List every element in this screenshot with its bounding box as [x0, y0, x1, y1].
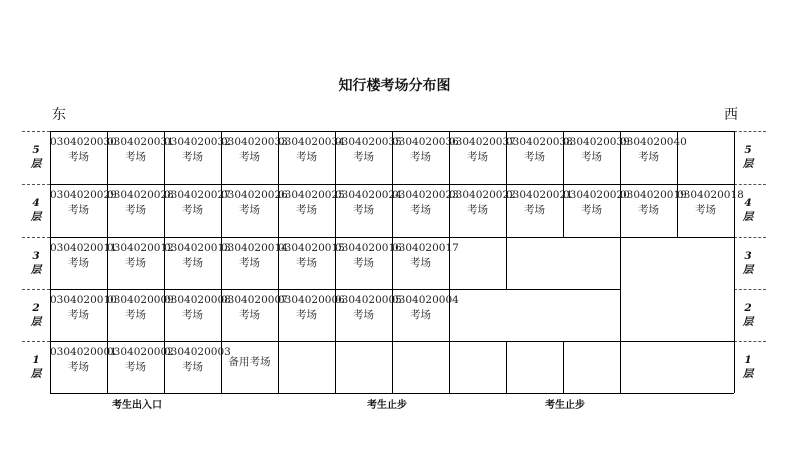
room-code: 0304020032	[164, 136, 231, 148]
room-code: 0304020009	[107, 294, 174, 306]
room-code: 0304020011	[50, 242, 117, 254]
room-label: 考场	[239, 204, 260, 216]
room-label: 考场	[353, 257, 374, 269]
exam-room-0304020026	[221, 184, 288, 237]
exam-room-0304020019	[620, 184, 687, 237]
floor-number: 3	[744, 250, 752, 262]
room-label: 考场	[182, 309, 203, 321]
exam-room-0304020005	[335, 289, 402, 341]
exam-room-0304020021	[506, 184, 573, 237]
floor-label-5-left	[22, 143, 50, 171]
room-label: 考场	[296, 151, 317, 163]
floor-number: 4	[32, 197, 40, 209]
floor-label-2-right	[734, 301, 762, 329]
room-label: 考场	[68, 151, 89, 163]
backup-exam-room: 备用考场	[228, 356, 271, 368]
room-label: 考场	[68, 361, 89, 373]
grid-line	[506, 237, 507, 289]
floor-suffix: 层	[30, 158, 42, 170]
room-label: 考场	[182, 361, 203, 373]
floor-number: 2	[32, 302, 40, 314]
grid-line	[506, 341, 507, 393]
floor-number: 1	[744, 354, 752, 366]
grid-line	[449, 237, 450, 393]
grid-line	[22, 237, 50, 238]
room-code: 0304020006	[278, 294, 345, 306]
floor-suffix: 层	[742, 158, 754, 170]
room-code: 0304020029	[50, 189, 117, 201]
room-code: 0304020021	[506, 189, 573, 201]
floor-label-2-left	[22, 301, 50, 329]
room-label: 考场	[695, 204, 716, 216]
room-code: 0304020027	[164, 189, 231, 201]
floor-number: 1	[32, 354, 40, 366]
page-title: 知行楼考场分布图	[338, 78, 451, 94]
room-label: 考场	[410, 204, 431, 216]
room-label: 考场	[467, 151, 488, 163]
room-label: 考场	[638, 151, 659, 163]
room-label: 考场	[353, 151, 374, 163]
room-label: 考场	[68, 309, 89, 321]
grid-line	[734, 289, 766, 290]
exam-room-0304020024	[335, 184, 402, 237]
stop-label-1: 考生止步	[367, 400, 407, 411]
exam-room-0304020017	[392, 237, 459, 289]
floor-number: 5	[32, 144, 40, 156]
grid-line	[22, 289, 50, 290]
exam-room-0304020008	[164, 289, 231, 341]
room-code: 0304020017	[392, 242, 459, 254]
floor-suffix: 层	[742, 316, 754, 328]
floor-number: 3	[32, 250, 40, 262]
exam-room-0304020015	[278, 237, 345, 289]
grid-line	[620, 237, 621, 393]
floor-label-3-left	[22, 249, 50, 277]
exam-room-0304020028	[107, 184, 174, 237]
exam-room-0304020031	[107, 131, 174, 184]
room-code: 0304020028	[107, 189, 174, 201]
floor-label-1-left	[22, 353, 50, 381]
room-code: 0304020007	[221, 294, 288, 306]
room-code: 0304020023	[392, 189, 459, 201]
grid-line	[22, 184, 50, 185]
room-label: 考场	[125, 361, 146, 373]
room-code: 0304020038	[506, 136, 573, 148]
room-label: 考场	[68, 257, 89, 269]
room-label: 考场	[296, 257, 317, 269]
exam-room-0304020009	[107, 289, 174, 341]
room-code: 0304020040	[620, 136, 687, 148]
room-code: 0304020010	[50, 294, 117, 306]
floor-suffix: 层	[30, 211, 42, 223]
exam-room-0304020039	[563, 131, 630, 184]
floor-suffix: 层	[30, 316, 42, 328]
room-label: 考场	[125, 151, 146, 163]
exam-room-0304020014	[221, 237, 288, 289]
room-code: 0304020036	[392, 136, 459, 148]
exam-room-0304020007	[221, 289, 288, 341]
room-code: 0304020016	[335, 242, 402, 254]
stop-label-2: 考生止步	[545, 400, 585, 411]
room-label: 考场	[524, 204, 545, 216]
room-code: 0304020019	[620, 189, 687, 201]
room-code: 0304020025	[278, 189, 345, 201]
entrance-label: 考生出入口	[112, 400, 162, 411]
exam-room-0304020036	[392, 131, 459, 184]
room-label: 考场	[353, 204, 374, 216]
exam-room-0304020038	[506, 131, 573, 184]
grid-line	[734, 341, 766, 342]
floor-number: 2	[744, 302, 752, 314]
room-label: 考场	[638, 204, 659, 216]
exam-room-0304020006	[278, 289, 345, 341]
room-label: 考场	[239, 151, 260, 163]
room-label: 考场	[239, 309, 260, 321]
room-label: 考场	[296, 204, 317, 216]
room-code: 0304020035	[335, 136, 402, 148]
room-code: 0304020002	[107, 346, 174, 358]
room-label: 考场	[182, 151, 203, 163]
exam-room-0304020032	[164, 131, 231, 184]
exam-room-0304020004	[392, 289, 459, 341]
room-code: 0304020039	[563, 136, 630, 148]
room-label: 考场	[353, 309, 374, 321]
room-code: 0304020008	[164, 294, 231, 306]
exam-room-0304020029	[50, 184, 117, 237]
floor-number: 5	[744, 144, 752, 156]
exam-room-0304020011	[50, 237, 117, 289]
room-code: 0304020033	[221, 136, 288, 148]
direction-west: 西	[724, 107, 738, 123]
exam-room-0304020016	[335, 237, 402, 289]
room-code: 0304020012	[107, 242, 174, 254]
exam-room-0304020023	[392, 184, 459, 237]
grid-line	[734, 184, 766, 185]
room-label: 考场	[125, 257, 146, 269]
room-code: 0304020020	[563, 189, 630, 201]
room-code: 0304020001	[50, 346, 117, 358]
room-label: 考场	[524, 151, 545, 163]
room-code: 0304020022	[449, 189, 516, 201]
room-label: 考场	[125, 204, 146, 216]
grid-line	[734, 237, 766, 238]
room-code: 0304020013	[164, 242, 231, 254]
exam-room-0304020003	[164, 341, 231, 393]
floor-label-3-right	[734, 249, 762, 277]
room-label: 考场	[467, 204, 488, 216]
room-label: 考场	[581, 151, 602, 163]
room-label: 考场	[68, 204, 89, 216]
exam-room-0304020001	[50, 341, 117, 393]
room-code: 0304020003	[164, 346, 231, 358]
exam-room-0304020002	[107, 341, 174, 393]
room-label: 考场	[182, 204, 203, 216]
room-label: 考场	[410, 257, 431, 269]
floor-suffix: 层	[30, 368, 42, 380]
exam-room-0304020018	[677, 184, 744, 237]
room-label: 考场	[296, 309, 317, 321]
room-code: 0304020034	[278, 136, 345, 148]
grid-line	[734, 131, 766, 132]
room-code: 0304020026	[221, 189, 288, 201]
grid-line	[563, 341, 564, 393]
direction-east: 东	[52, 107, 66, 123]
exam-room-0304020013	[164, 237, 231, 289]
room-code: 0304020014	[221, 242, 288, 254]
floor-number: 4	[744, 197, 752, 209]
floor-label-4-left	[22, 196, 50, 224]
room-code: 0304020037	[449, 136, 516, 148]
room-label: 考场	[581, 204, 602, 216]
floor-suffix: 层	[742, 211, 754, 223]
floor-suffix: 层	[30, 264, 42, 276]
room-code: 0304020024	[335, 189, 402, 201]
exam-room-0304020012	[107, 237, 174, 289]
grid-line	[50, 393, 734, 394]
exam-room-0304020035	[335, 131, 402, 184]
exam-room-0304020037	[449, 131, 516, 184]
room-label: 考场	[410, 151, 431, 163]
exam-room-0304020020	[563, 184, 630, 237]
grid-line	[22, 341, 50, 342]
room-code: 0304020015	[278, 242, 345, 254]
floor-label-1-right	[734, 353, 762, 381]
floor-suffix: 层	[742, 368, 754, 380]
exam-room-0304020034	[278, 131, 345, 184]
floor-suffix: 层	[742, 264, 754, 276]
room-label: 考场	[182, 257, 203, 269]
room-code: 0304020030	[50, 136, 117, 148]
room-code: 0304020018	[677, 189, 744, 201]
room-label: 考场	[239, 257, 260, 269]
grid-line	[22, 131, 50, 132]
room-code: 0304020031	[107, 136, 174, 148]
room-code: 0304020005	[335, 294, 402, 306]
floor-label-5-right	[734, 143, 762, 171]
exam-room-0304020025	[278, 184, 345, 237]
room-label: 考场	[125, 309, 146, 321]
exam-room-0304020040	[620, 131, 687, 184]
exam-room-0304020022	[449, 184, 516, 237]
room-code: 0304020004	[392, 294, 459, 306]
exam-room-0304020033	[221, 131, 288, 184]
exam-room-0304020010	[50, 289, 117, 341]
room-label: 考场	[410, 309, 431, 321]
exam-room-0304020030	[50, 131, 117, 184]
exam-room-0304020027	[164, 184, 231, 237]
